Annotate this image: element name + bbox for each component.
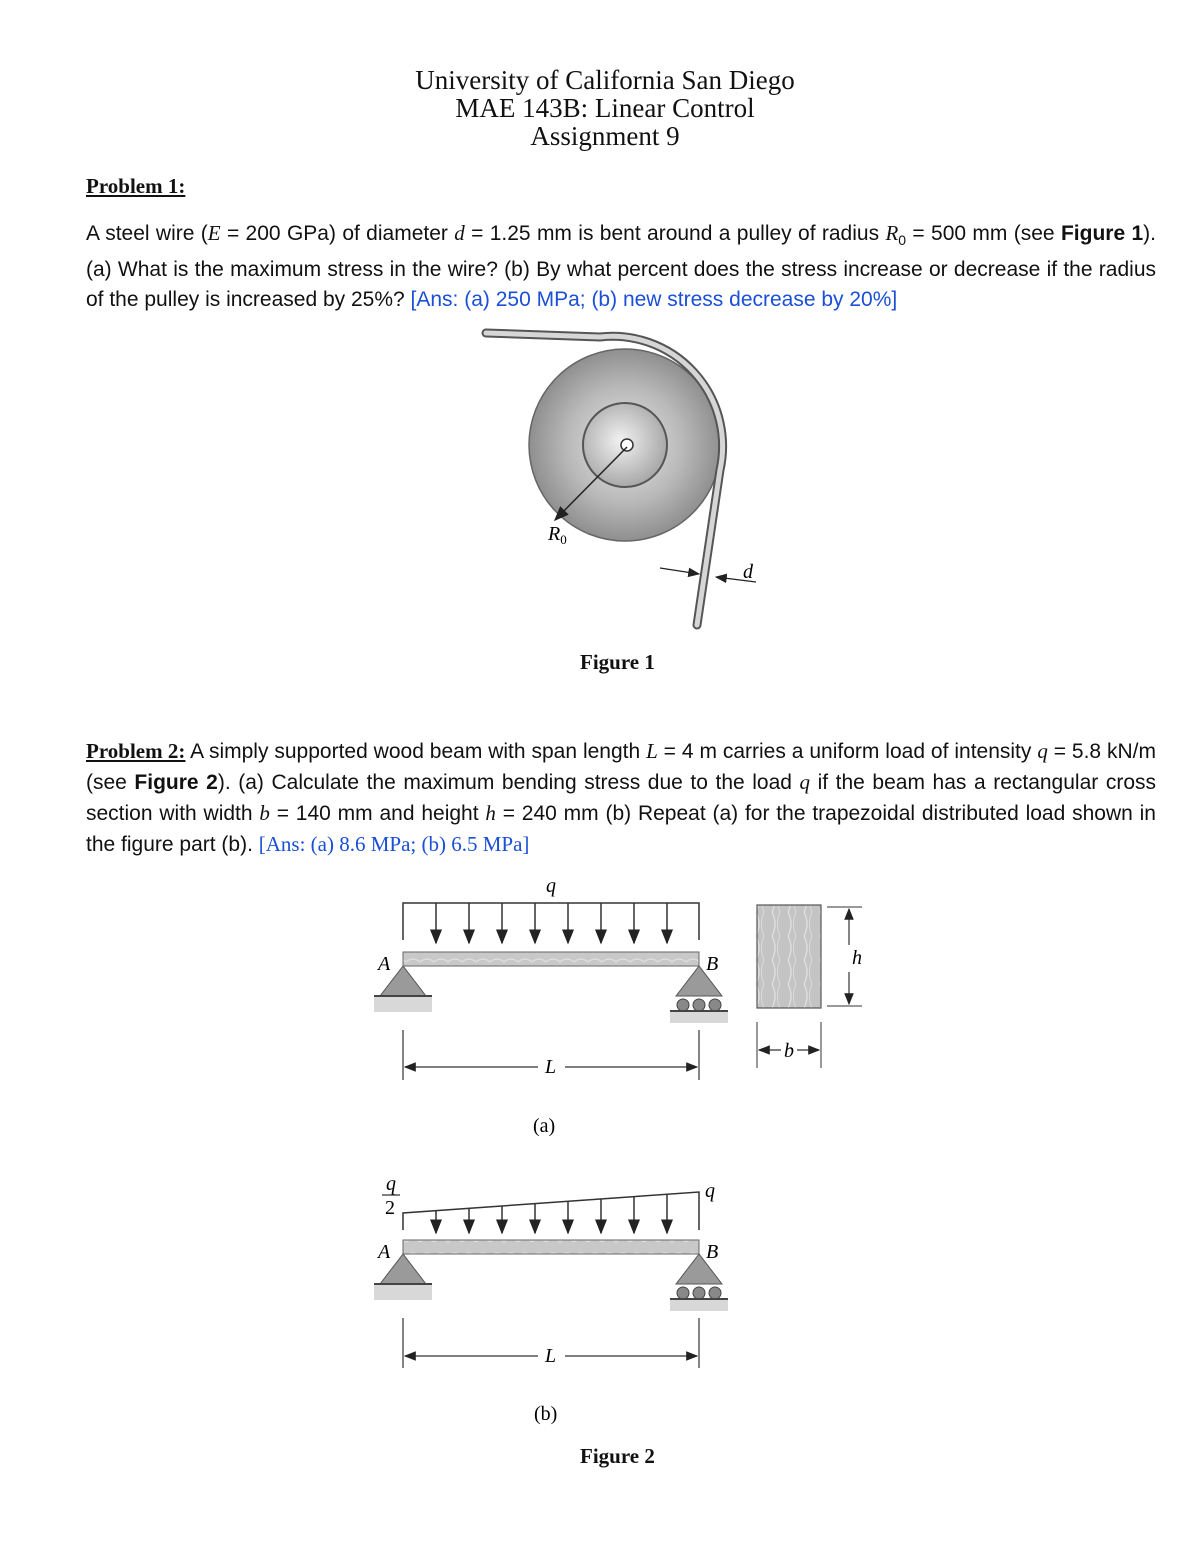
p2-answer: [Ans: (a) 8.6 MPa; (b) 6.5 MPa] xyxy=(258,832,530,856)
p1-text-1: A steel wire ( xyxy=(86,222,208,245)
label-B-a: B xyxy=(706,953,719,975)
label-q-a: q xyxy=(546,875,556,897)
university-name: University of California San Diego xyxy=(415,65,795,95)
p1-var-d: d xyxy=(454,221,465,245)
support-a-ground xyxy=(374,996,432,1012)
label-part-b: (b) xyxy=(534,1403,558,1425)
problem-1-title: Problem 1: xyxy=(86,174,186,198)
p2-text-5: if the beam has a rectangular cross section with width xyxy=(86,771,1156,825)
load-b-outline xyxy=(403,1192,699,1230)
p2-text-6: = 140 mm and height xyxy=(269,802,486,825)
p2-text-7: = 240 mm (b) Repeat (a) for the trapezoidal distributed load shown in the figure part (b). xyxy=(86,802,1156,856)
assignment-title: Assignment 9 xyxy=(530,121,680,151)
p1-text-4: = 500 mm (see xyxy=(906,222,1061,245)
p2-figure-ref: Figure 2 xyxy=(134,771,218,794)
label-L-a: L xyxy=(545,1056,557,1078)
label-d: d xyxy=(743,561,753,583)
p2-var-q2: q xyxy=(799,770,811,794)
p2-text-4: ). (a) Calculate the maximum bending stress due to the load xyxy=(217,771,800,794)
problem-2-title: Problem 2: xyxy=(86,739,186,763)
p1-var-R-sub: 0 xyxy=(898,232,907,249)
p1-answer: [Ans: (a) 250 MPa; (b) new stress decrease by 20%] xyxy=(410,288,898,312)
figure-2a xyxy=(374,875,862,1137)
label-B-b: B xyxy=(706,1241,719,1263)
load-a-arrows xyxy=(436,903,667,943)
p2-var-b: b xyxy=(259,801,270,825)
figure-2b xyxy=(374,1173,728,1425)
figure-2-caption: Figure 2 xyxy=(580,1444,655,1468)
p2-text-3: = 5.8 kN/m (see xyxy=(86,740,1157,794)
load-a-outline xyxy=(403,903,699,940)
label-q-half-num: q xyxy=(386,1173,396,1195)
figure-1-caption: Figure 1 xyxy=(580,650,655,674)
p2-text-2: = 4 m carries a uniform load of intensity xyxy=(657,740,1038,763)
p1-text-5: ). (a) What is the maximum stress in the wire? (b) By what percent does the stress increase or decrease if the radius of the pulley is increased by 25%? xyxy=(86,222,1156,312)
beam-a xyxy=(403,952,699,966)
p1-text-3: = 1.25 mm is bent around a pulley of radius xyxy=(464,222,886,245)
course-title: MAE 143B: Linear Control xyxy=(455,93,755,123)
label-q-right: q xyxy=(705,1180,715,1202)
label-A-b: A xyxy=(378,1241,391,1263)
cross-section xyxy=(757,905,821,1008)
p2-var-q: q xyxy=(1037,739,1048,763)
p1-text-2: = 200 GPa) of diameter xyxy=(220,222,455,245)
load-b-arrows xyxy=(436,1194,667,1233)
p1-figure-ref: Figure 1 xyxy=(1060,222,1144,245)
p2-var-L: L xyxy=(646,739,658,763)
p1-var-R: R xyxy=(885,221,899,245)
label-q-half-den: 2 xyxy=(385,1197,395,1219)
label-b: b xyxy=(784,1040,794,1062)
label-part-a: (a) xyxy=(533,1115,556,1137)
label-A-a: A xyxy=(378,953,391,975)
p2-var-h: h xyxy=(485,801,496,825)
p2-text-1: A simply supported wood beam with span length xyxy=(185,740,647,763)
label-L-b: L xyxy=(545,1345,557,1367)
label-h: h xyxy=(852,947,862,969)
beam-b xyxy=(403,1240,699,1254)
label-R0: $R_0$ xyxy=(548,523,567,547)
p1-var-E: E xyxy=(207,221,221,245)
